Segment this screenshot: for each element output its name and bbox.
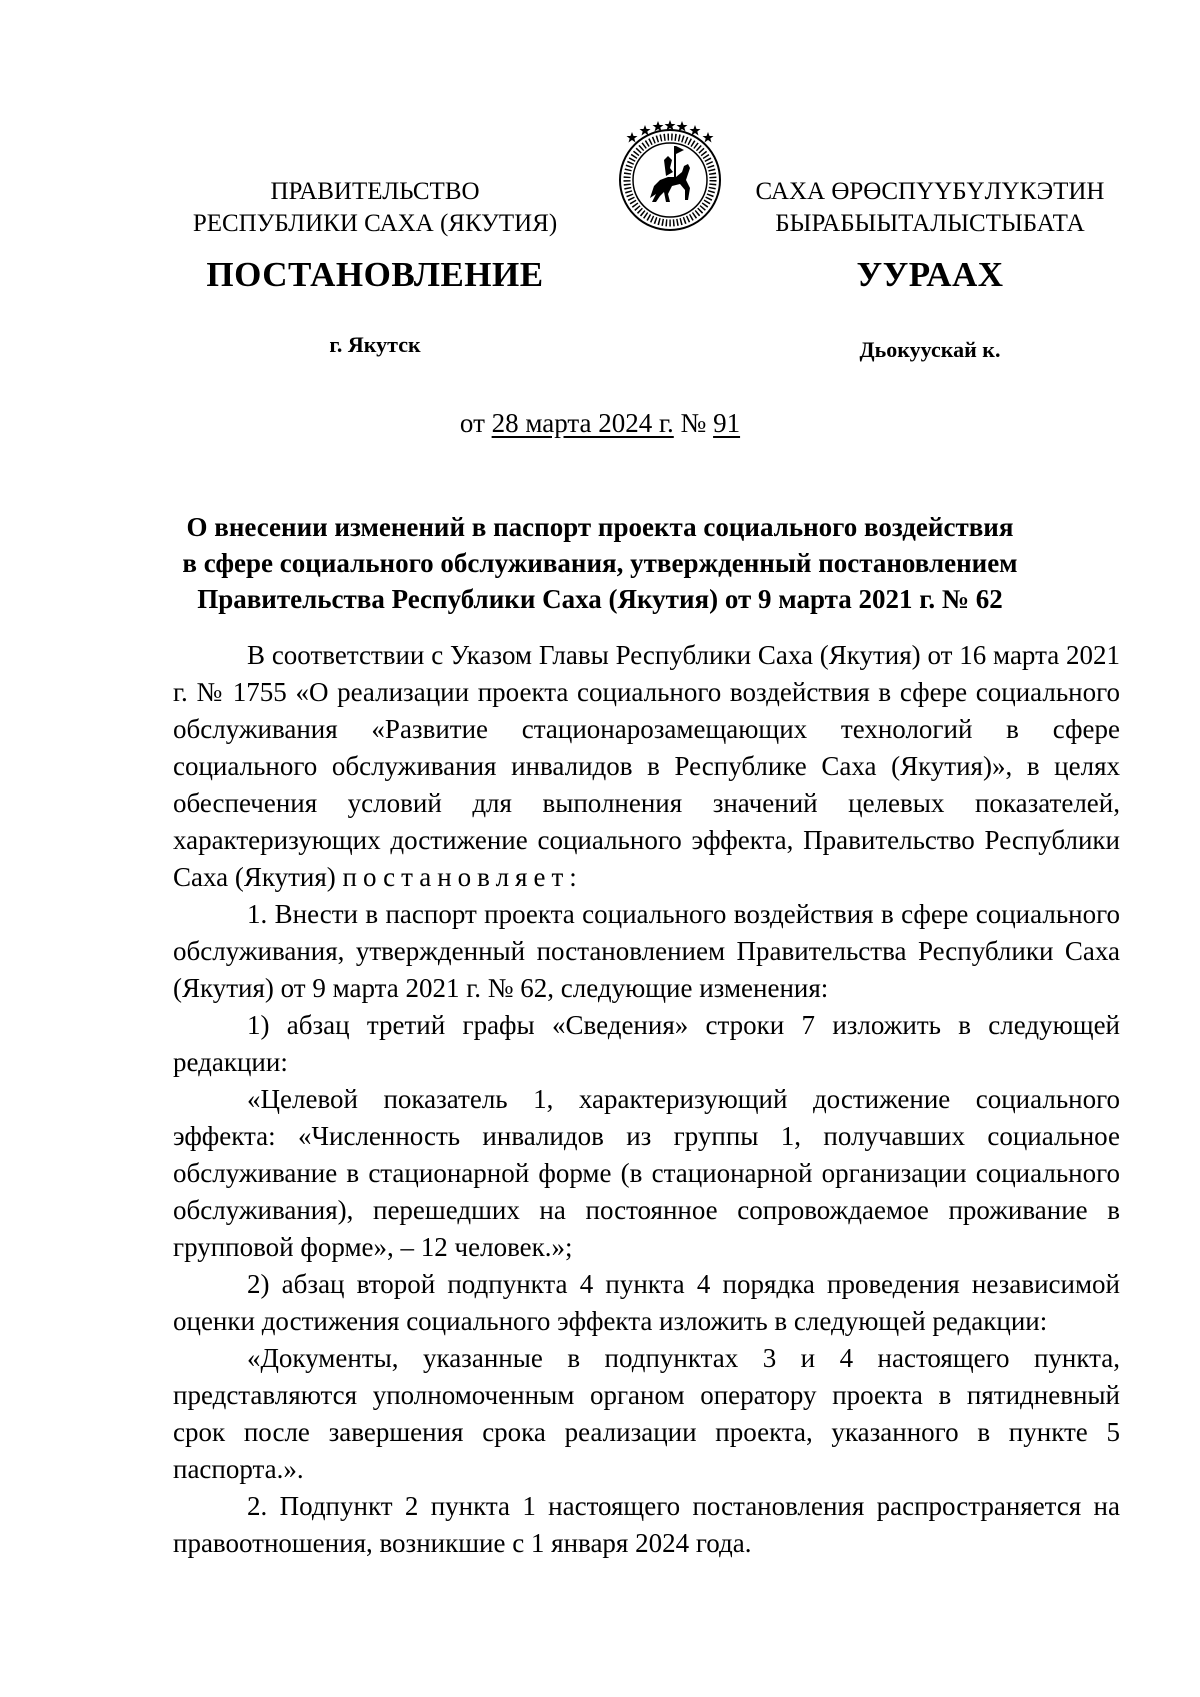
sakha-coat-of-arms-icon [610, 116, 730, 236]
date-value: 28 марта 2024 г. [491, 408, 674, 438]
issuer-ru-line1: ПРАВИТЕЛЬСТВО [270, 178, 480, 205]
number-sign: № [680, 408, 707, 438]
document-title-line2: в сфере социального обслуживания, утвержденный постановлением [182, 548, 1018, 578]
issuer-sakha-line1: САХА ӨРӨСПҮҮБҮЛҮКЭТИН [755, 178, 1105, 205]
paragraph-item-2: 2. Подпункт 2 пункта 1 настоящего постановления распространяется на правоотношения, возникшие с 1 января 2024 года. [173, 1491, 1120, 1558]
number-value: 91 [713, 408, 741, 438]
paragraph-quote-1: «Целевой показатель 1, характеризующий достижение социального эффекта: «Численность инвалидов из группы 1, получавших социальное обслуживание в стационарной форме (в стационарной организации социального обслуживания), перешедших на постоянное сопровождаемое проживание в групповой форме», – 12 человек.»; [173, 1084, 1120, 1262]
issuer-ru [150, 176, 600, 240]
city-sakha: Дьокуускай к. [859, 337, 1001, 362]
doc-type-ru: ПОСТАНОВЛЕНИЕ [206, 255, 544, 294]
paragraph-subitem-1: 1) абзац третий графы «Сведения» строки 7 изложить в следующей редакции: [173, 1010, 1120, 1077]
document-title-line3: Правительства Республики Саха (Якутия) от 9 марта 2021 г. № 62 [197, 584, 1003, 614]
document-title [150, 509, 1050, 617]
preamble-text: В соответствии с Указом Главы Республики Саха (Якутия) от 16 марта 2021 г. № 1755 «О реализации проекта социального воздействия в сфере социального обслуживания «Развитие стационарозамещающих технологий в сфере социального обслуживания инвалидов в Республике Саха (Якутия)», в целях обеспечения условий для выполнения значений целевых показателей, характеризующих достижение социального эффекта, Правительство Республики Саха (Якутия) [173, 640, 1120, 892]
resolves-word: постановляет: [342, 862, 583, 892]
city-ru: г. Якутск [329, 332, 421, 357]
preamble-paragraph [173, 637, 1120, 896]
document-body [173, 637, 1120, 1562]
doc-type-sakha: УУРААХ [856, 255, 1004, 294]
date-number-line [0, 408, 1200, 439]
document-title-line1: О внесении изменений в паспорт проекта социального воздействия [186, 512, 1014, 542]
issuer-sakha-line2: БЫРАБЫЫТАЛЫСТЫБАТА [775, 210, 1085, 237]
issuer-ru-line2: РЕСПУБЛИКИ САХА (ЯКУТИЯ) [192, 210, 558, 237]
paragraph-quote-2: «Документы, указанные в подпунктах 3 и 4 настоящего пункта, представляются уполномоченным органом оператору проекта в пятидневный срок после завершения срока реализации проекта, указанного в пункте 5 паспорта.». [173, 1343, 1120, 1484]
paragraph-subitem-2: 2) абзац второй подпункта 4 пункта 4 порядка проведения независимой оценки достижения социального эффекта изложить в следующей редакции: [173, 1269, 1120, 1336]
issuer-sakha [740, 176, 1120, 240]
paragraph-item-1: 1. Внести в паспорт проекта социального воздействия в сфере социального обслуживания, утвержденный постановлением Правительства Республики Саха (Якутия) от 9 марта 2021 г. № 62, следующие изменения: [173, 899, 1120, 1003]
date-prefix: от [459, 408, 485, 438]
